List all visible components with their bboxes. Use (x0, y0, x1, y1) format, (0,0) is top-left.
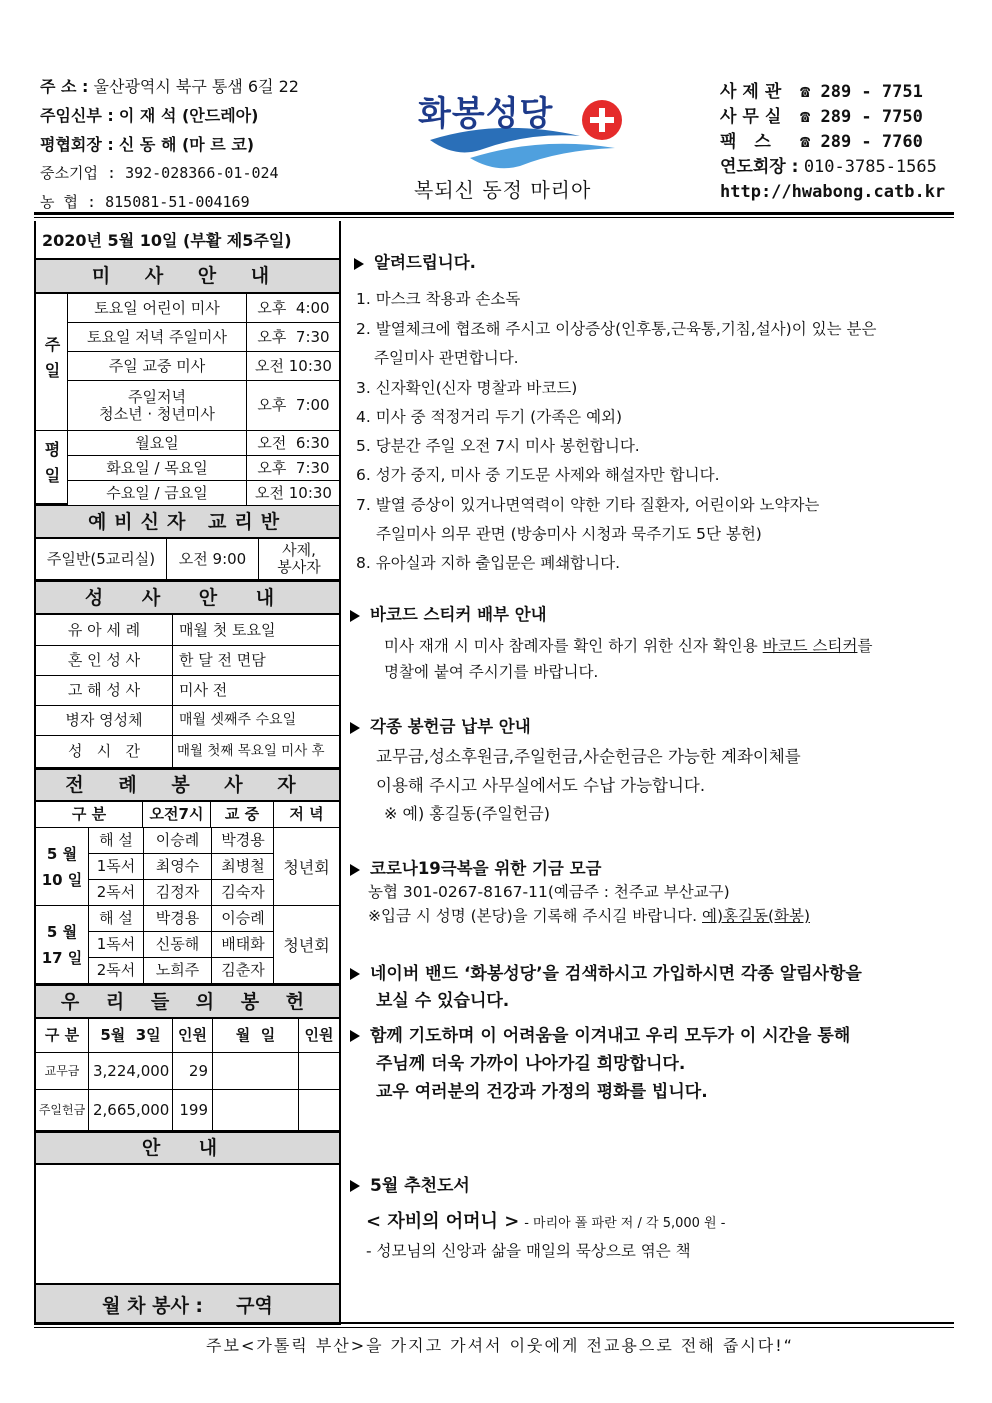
chair: 신 동 해 (마 르 코) (118, 135, 255, 154)
sacrament-row: 성 시 간 매월 첫째 목요일 미사 후 (36, 736, 339, 769)
liturgy-row: 1독서 최영수 최병철 (88, 854, 273, 880)
prayer-line: 교우 여러분의 건강과 가정의 평화를 빕니다. (376, 1082, 708, 1102)
liturgy-date: 5 월 17 일 (36, 906, 88, 985)
catechumen-title: 예비신자 교리반 (36, 505, 339, 539)
mass-row: 주일 교중 미사 오전 10:30 (67, 352, 339, 381)
bank1: 392-028366-01-024 (125, 164, 279, 182)
offering-row: 교무금 3,224,000 29 (36, 1053, 339, 1090)
patron-name: 복되신 동정 마리아 (414, 178, 592, 202)
weekday-label: 평일 (36, 431, 67, 505)
left-column (34, 221, 341, 1325)
sunday-label: 주일 (36, 294, 67, 431)
liturgy-row: 1독서 신동해 배태화 (88, 932, 273, 958)
sacrament-row: 병자 영성체 매월 셋째주 수요일 (36, 706, 339, 736)
church-logo (410, 78, 650, 208)
mass-row: 월요일 오전 6:30 (67, 431, 339, 456)
triangle-bullet-icon (354, 258, 364, 270)
contact-office: 사무실 ☎ 289 - 7750 (720, 107, 923, 127)
corona-line: 농협 301-0267-8167-11(예금주 : 천주교 부산교구) (368, 883, 730, 901)
mass-row: 토요일 저녁 주일미사 오후 7:30 (67, 323, 339, 352)
donation-line: 교무금,성소후원금,주일헌금,사순헌금은 가능한 계좌이체를 (376, 747, 801, 766)
prayer-line: 주님께 더욱 가까이 나아가길 희망합니다. (376, 1054, 686, 1074)
bank2: 815081-51-004169 (105, 193, 250, 211)
book-entry (366, 1207, 725, 1233)
offering-title: 우 리 들 의 봉 헌 (36, 985, 339, 1019)
sacrament-title: 성 사 안 내 (36, 581, 339, 615)
announce-item: 주일미사 관면합니다. (374, 349, 519, 367)
sacrament-row: 고 해 성 사 미사 전 (36, 676, 339, 706)
mass-title: 미 사 안 내 (36, 259, 339, 294)
footer-rule-thin (34, 1327, 954, 1328)
liturgy-row: 2독서 김정자 김숙자 (88, 880, 273, 906)
liturgy-evening: 청년회 (273, 828, 339, 906)
announce-item: 5. 당분간 주일 오전 7시 미사 봉헌합니다. (356, 437, 640, 455)
prayer-notice: 함께 기도하며 이 어려움을 이겨내고 우리 모두가 이 시간을 통해 (350, 1021, 850, 1046)
mass-row: 수요일 / 금요일 오전 10:30 (67, 481, 339, 505)
footer-text: 주보<가톨릭 부산>을 가지고 가셔서 이웃에게 전교용으로 전해 줍시다!“ (206, 1336, 794, 1355)
notice-body (36, 1165, 339, 1285)
mass-row: 주일저녁 청소년 · 청년미사 오후 7:00 (67, 381, 339, 431)
mass-row: 토요일 어린이 미사 오후 4:00 (67, 294, 339, 323)
announce-item: 3. 신자확인(신자 명찰과 바코드) (356, 379, 578, 397)
band-notice: 네이버 밴드 ‘화봉성당’을 검색하시고 가입하시면 각종 알림사항을 (350, 959, 862, 984)
offering-row: 주일헌금 2,665,000 199 (36, 1090, 339, 1132)
bulletin-date: 2020년 5월 10일 (부활 제5주일) (36, 221, 339, 259)
triangle-bullet-icon (350, 610, 360, 622)
liturgy-row: 해 설 박경용 이승례 (88, 906, 273, 932)
announce-item: 8. 유아실과 지하 출입문은 폐쇄합니다. (356, 554, 621, 572)
triangle-bullet-icon (350, 722, 360, 734)
sacrament-row: 혼 인 성 사 한 달 전 면담 (36, 646, 339, 676)
book-name: < 자비의 어머니 > (366, 1211, 520, 1232)
address-label: 주 소 : (40, 77, 89, 96)
header-rule-thin (34, 217, 954, 218)
footer-rule (34, 1322, 954, 1324)
contact-fax: 팩 스 ☎ 289 - 7760 (720, 132, 923, 152)
book-desc: - 성모님의 신앙과 삶을 매일의 묵상으로 엮은 책 (366, 1242, 691, 1260)
announce-item: 4. 미사 중 적정거리 두기 (가족은 예외) (356, 408, 623, 426)
announce-item: 주일미사 의무 관면 (방송미사 시청과 묵주기도 5단 봉헌) (376, 525, 762, 543)
catechumen-row: 주일반(5교리실) 오전 9:00 사제, 봉사자 (36, 539, 339, 581)
announce-item: 7. 발열 증상이 있거나면역력이 약한 기타 질환자, 어린이와 노약자는 (356, 496, 820, 514)
corona-title: 코로나19극복을 위한 기금 모금 (350, 855, 601, 879)
donation-line: ※ 예) 홍길동(주일헌금) (384, 804, 550, 823)
header-rule (34, 212, 954, 215)
church-name: 화봉성당 (418, 94, 554, 134)
donation-title: 각종 봉헌금 납부 안내 (350, 713, 531, 737)
triangle-bullet-icon (350, 1030, 360, 1042)
barcode-title: 바코드 스티커 배부 안내 (350, 601, 547, 625)
monthly-service: 월 차 봉사 : 구역 (36, 1285, 339, 1323)
sacrament-row: 유 아 세 례 매월 첫 토요일 (36, 615, 339, 646)
announce-item: 2. 발열체크에 협조해 주시고 이상증상(인후통,근육통,기침,설사)이 있는 분은 (356, 320, 877, 338)
triangle-bullet-icon (350, 968, 360, 980)
contact-yeondo: 연도회장 : 010-3785-1565 (720, 157, 937, 177)
offering-header: 구 분 5월 3일 인원 월 일 인원 (36, 1019, 339, 1053)
contact-rectory: 사제관 ☎ 289 - 7751 (720, 82, 923, 102)
band-notice-cont: 보실 수 있습니다. (376, 991, 510, 1011)
liturgy-row: 2독서 노희주 김춘자 (88, 958, 273, 985)
announce-item: 1. 마스크 착용과 손소독 (356, 290, 521, 308)
barcode-line: 명찰에 붙여 주시기를 바랍니다. (384, 663, 599, 681)
address: 울산광역시 북구 통샘 6길 22 (93, 77, 299, 96)
barcode-line: 미사 재개 시 미사 참례자를 확인 하기 위한 신자 확인용 바코드 스티커를 (384, 637, 873, 655)
corona-line: ※입금 시 성명 (본당)을 기록해 주시길 바랍니다. 예)홍길동(화봉) (368, 907, 810, 925)
right-column (340, 221, 952, 1323)
triangle-bullet-icon (350, 864, 360, 876)
bank1-label: 중소기업 : (40, 164, 117, 182)
announce-item: 6. 성가 중지, 미사 중 기도문 사제와 해설자만 합니다. (356, 466, 720, 484)
pastor: 이 재 석 (안드레아) (118, 106, 259, 125)
chair-label: 평협회장 : (40, 135, 114, 154)
triangle-bullet-icon (350, 1180, 360, 1192)
announce-title: 알려드립니다. (354, 249, 476, 273)
liturgy-header: 구 분 오전7시 교 중 저 녁 (36, 802, 339, 828)
liturgy-title: 전 례 봉 사 자 (36, 769, 339, 802)
notice-title: 안 내 (36, 1132, 339, 1165)
pastor-label: 주임신부 : (40, 106, 114, 125)
liturgy-date: 5 월 10 일 (36, 828, 88, 906)
book-title: 5월 추천도서 (350, 1171, 470, 1196)
bank2-label: 농 협 : (40, 193, 97, 211)
website-link[interactable]: http://hwabong.catb.kr (720, 182, 946, 202)
liturgy-row: 해 설 이승례 박경용 (88, 828, 273, 854)
book-info: - 마리아 폴 파란 저 / 각 5,000 원 - (524, 1216, 726, 1231)
header-info (40, 72, 340, 217)
liturgy-evening: 청년회 (273, 906, 339, 985)
mass-row: 화요일 / 목요일 오후 7:30 (67, 456, 339, 481)
contact-info (720, 80, 960, 205)
donation-line: 이용해 주시고 사무실에서도 수납 가능합니다. (376, 776, 706, 795)
